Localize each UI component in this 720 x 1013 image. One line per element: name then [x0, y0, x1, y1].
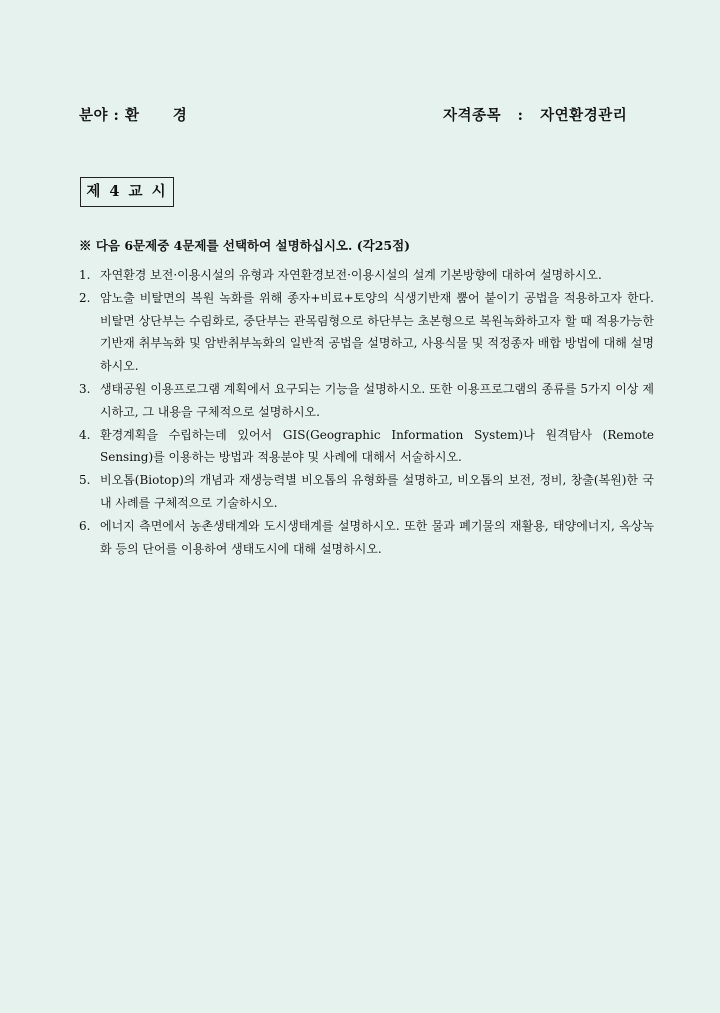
exam-subject-label: 자격종목 : 자연환경관리	[443, 107, 628, 124]
question-item	[79, 424, 654, 470]
question-item	[79, 287, 654, 378]
question-item	[79, 515, 654, 561]
question-number: 5.	[79, 473, 91, 488]
question-item	[79, 378, 654, 424]
question-text: 에너지 측면에서 농촌생태계와 도시생태계를 설명하시오. 또한 물과 폐기물의 재활용, 태양에너지, 옥상녹화 등의 단어를 이용하여 생태도시에 대해 설명하시오.	[100, 518, 654, 556]
question-list	[79, 264, 654, 560]
question-text: 비오톱(Biotop)의 개념과 재생능력별 비오톱의 유형화를 설명하고, 비오톱의 보전, 정비, 창출(복원)한 국내 사례를 구체적으로 기술하시오.	[100, 473, 654, 510]
question-number: 3.	[79, 381, 91, 396]
question-text: 암노출 비탈면의 복원 녹화를 위해 종자+비료+토양의 식생기반재 뿜어 붙이기 공법을 적용하고자 한다. 비탈면 상단부는 수림화로, 중단부는 관목림형으로 하단부는 초본형으로 복원녹화하고자 할 때 적용가능한 기반재 취부녹화 및 암반취부녹화의 일반적 공법을 설명하고, 사용식물 및 적정종자 배합 방법에 대해 설명하시오.	[100, 290, 654, 374]
instruction-text: ※ 다음 6문제중 4문제를 선택하여 설명하십시오. (각25점)	[79, 238, 411, 253]
question-item	[79, 264, 654, 287]
question-text: 생태공원 이용프로그램 계획에서 요구되는 기능을 설명하시오. 또한 이용프로그램의 종류를 5가지 이상 제시하고, 그 내용을 구체적으로 설명하시오.	[100, 381, 654, 419]
question-number: 1.	[79, 268, 91, 282]
question-text: 환경계획을 수립하는데 있어서 GIS(Geographic Information System)나 원격탐사 (Remote Sensing)를 이용하는 방법과 적용분야 및 사례에 대해서 서술하시오.	[100, 427, 654, 465]
question-item	[79, 469, 654, 515]
question-number: 2.	[79, 290, 91, 305]
question-number: 4.	[79, 427, 91, 442]
session-title: 제 4 교 시	[80, 177, 174, 207]
question-number: 6.	[79, 518, 91, 533]
question-text: 자연환경 보전·이용시설의 유형과 자연환경보전·이용시설의 설계 기본방향에 대하여 설명하시오.	[100, 268, 602, 282]
field-label: 분야 : 환 경	[79, 107, 188, 124]
